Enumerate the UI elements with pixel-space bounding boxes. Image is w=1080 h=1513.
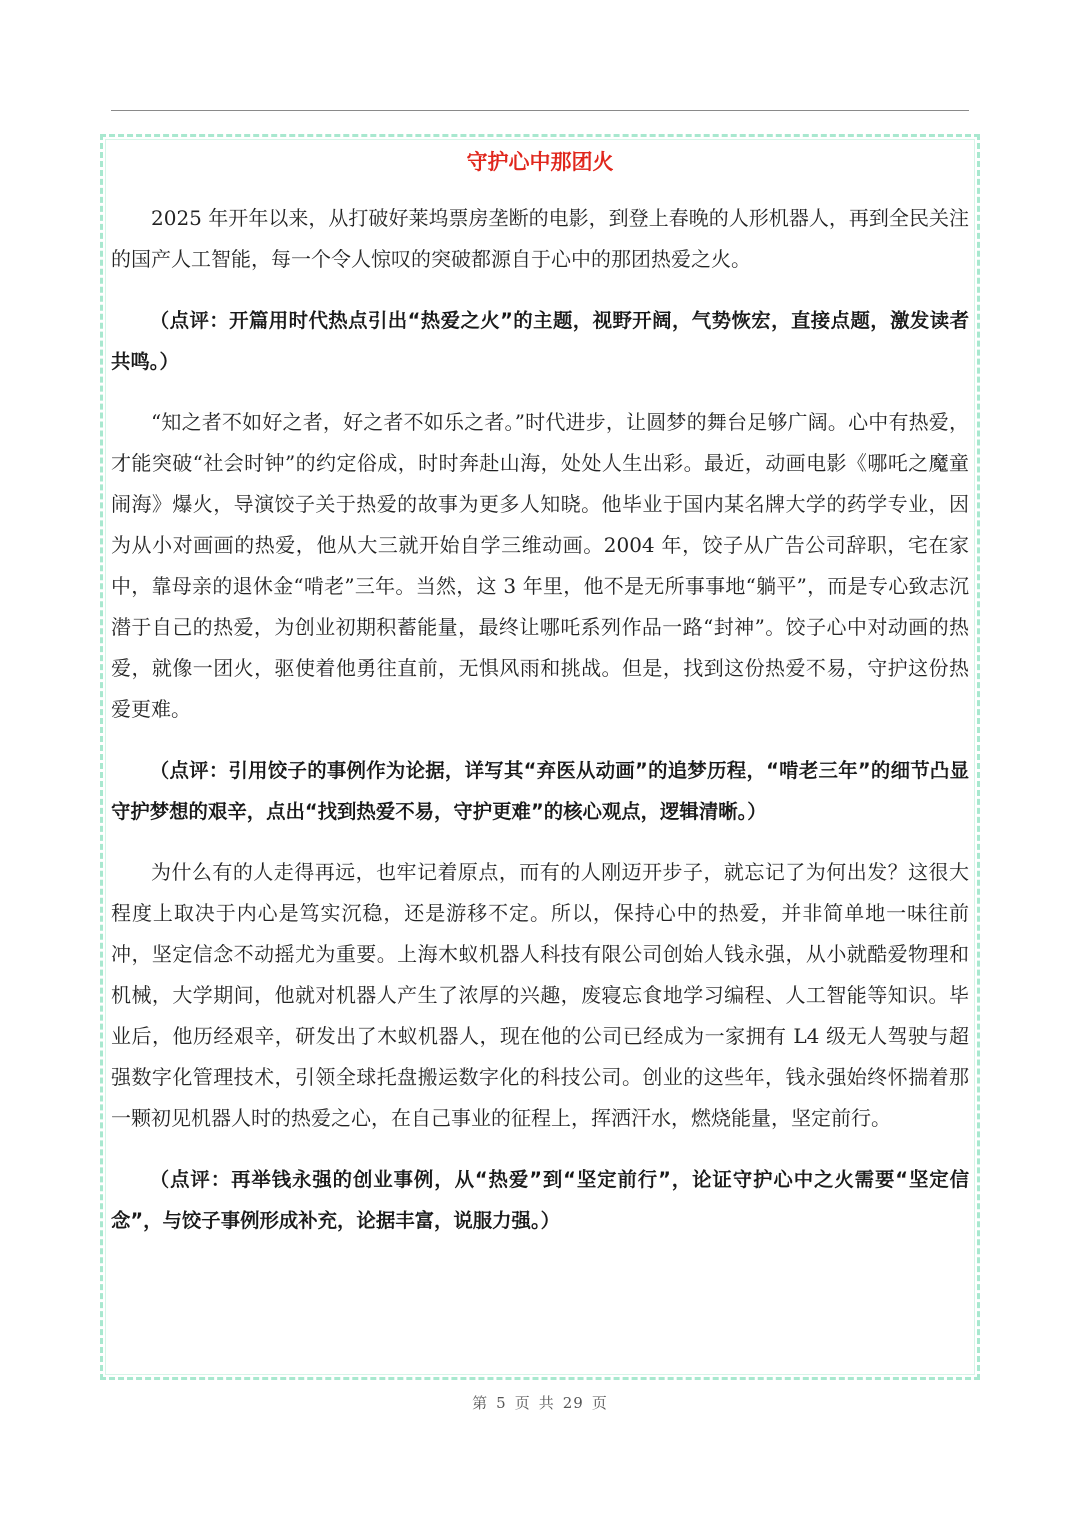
footer-total-pages: 29 bbox=[562, 1394, 584, 1412]
page-footer bbox=[0, 1392, 1080, 1413]
footer-gong: 共 bbox=[538, 1394, 555, 1412]
page-title: 守护心中那团火 bbox=[466, 150, 614, 174]
paragraph-2: “知之者不如好之者，好之者不如乐之者。”时代进步，让圆梦的舞台足够广阔。心中有热爱，才能突破“社会时钟”的约定俗成，时时奔赴山海，处处人生出彩。最近，动画电影《哪吒之魔童闹海》爆火，导演饺子关于热爱的故事为更多人知晓。他毕业于国内某名牌大学的药学专业，因为从小对画画的热爱，他从大三就开始自学三维动画。2004 年，饺子从广告公司辞职，宅在家中，靠母亲的退休金“啃老”三年。当然，这 3 年里，他不是无所事事地“躺平”，而是专心致志沉潜于自己的热爱，为创业初期积蓄能量，最终让哪吒系列作品一路“封神”。饺子心中对动画的热爱，就像一团火，驱使着他勇往直前，无惧风雨和挑战。但是，找到这份热爱不易，守护这份热爱更难。 bbox=[111, 410, 969, 721]
comment-3: （点评：再举钱永强的创业事例，从“热爱”到“坚定前行”，论证守护心中之火需要“坚定信念”，与饺子事例形成补充，论据丰富，说服力强。） bbox=[111, 1168, 969, 1232]
document-body bbox=[111, 146, 969, 1241]
comment-1: （点评：开篇用时代热点引出“热爱之火”的主题，视野开阔，气势恢宏，直接点题，激发读者共鸣。） bbox=[111, 309, 969, 373]
footer-di: 第 bbox=[472, 1394, 489, 1412]
paragraph-1: 2025 年开年以来，从打破好莱坞票房垄断的电影，到登上春晚的人形机器人，再到全民关注的国产人工智能，每一个令人惊叹的突破都源自于心中的那团热爱之火。 bbox=[111, 206, 969, 271]
footer-ye: 页 bbox=[514, 1394, 531, 1412]
comment-2: （点评：引用饺子的事例作为论据，详写其“弃医从动画”的追梦历程，“啃老三年”的细节凸显守护梦想的艰辛，点出“找到热爱不易，守护更难”的核心观点，逻辑清晰。） bbox=[111, 759, 969, 823]
paragraph-3: 为什么有的人走得再远，也牢记着原点，而有的人刚迈开步子，就忘记了为何出发？这很大程度上取决于内心是笃实沉稳，还是游移不定。所以，保持心中的热爱，并非简单地一味往前冲，坚定信念不动摇尤为重要。上海木蚁机器人科技有限公司创始人钱永强，从小就酷爱物理和机械，大学期间，他就对机器人产生了浓厚的兴趣，废寝忘食地学习编程、人工智能等知识。毕业后，他历经艰辛，研发出了木蚁机器人，现在他的公司已经成为一家拥有 L4 级无人驾驶与超强数字化管理技术，引领全球托盘搬运数字化的科技公司。创业的这些年，钱永强始终怀揣着那一颗初见机器人时的热爱之心，在自己事业的征程上，挥洒汗水，燃烧能量，坚定前行。 bbox=[111, 860, 969, 1130]
header-rule bbox=[111, 110, 969, 111]
footer-ye-2: 页 bbox=[591, 1394, 608, 1412]
footer-page-number: 5 bbox=[496, 1394, 507, 1412]
